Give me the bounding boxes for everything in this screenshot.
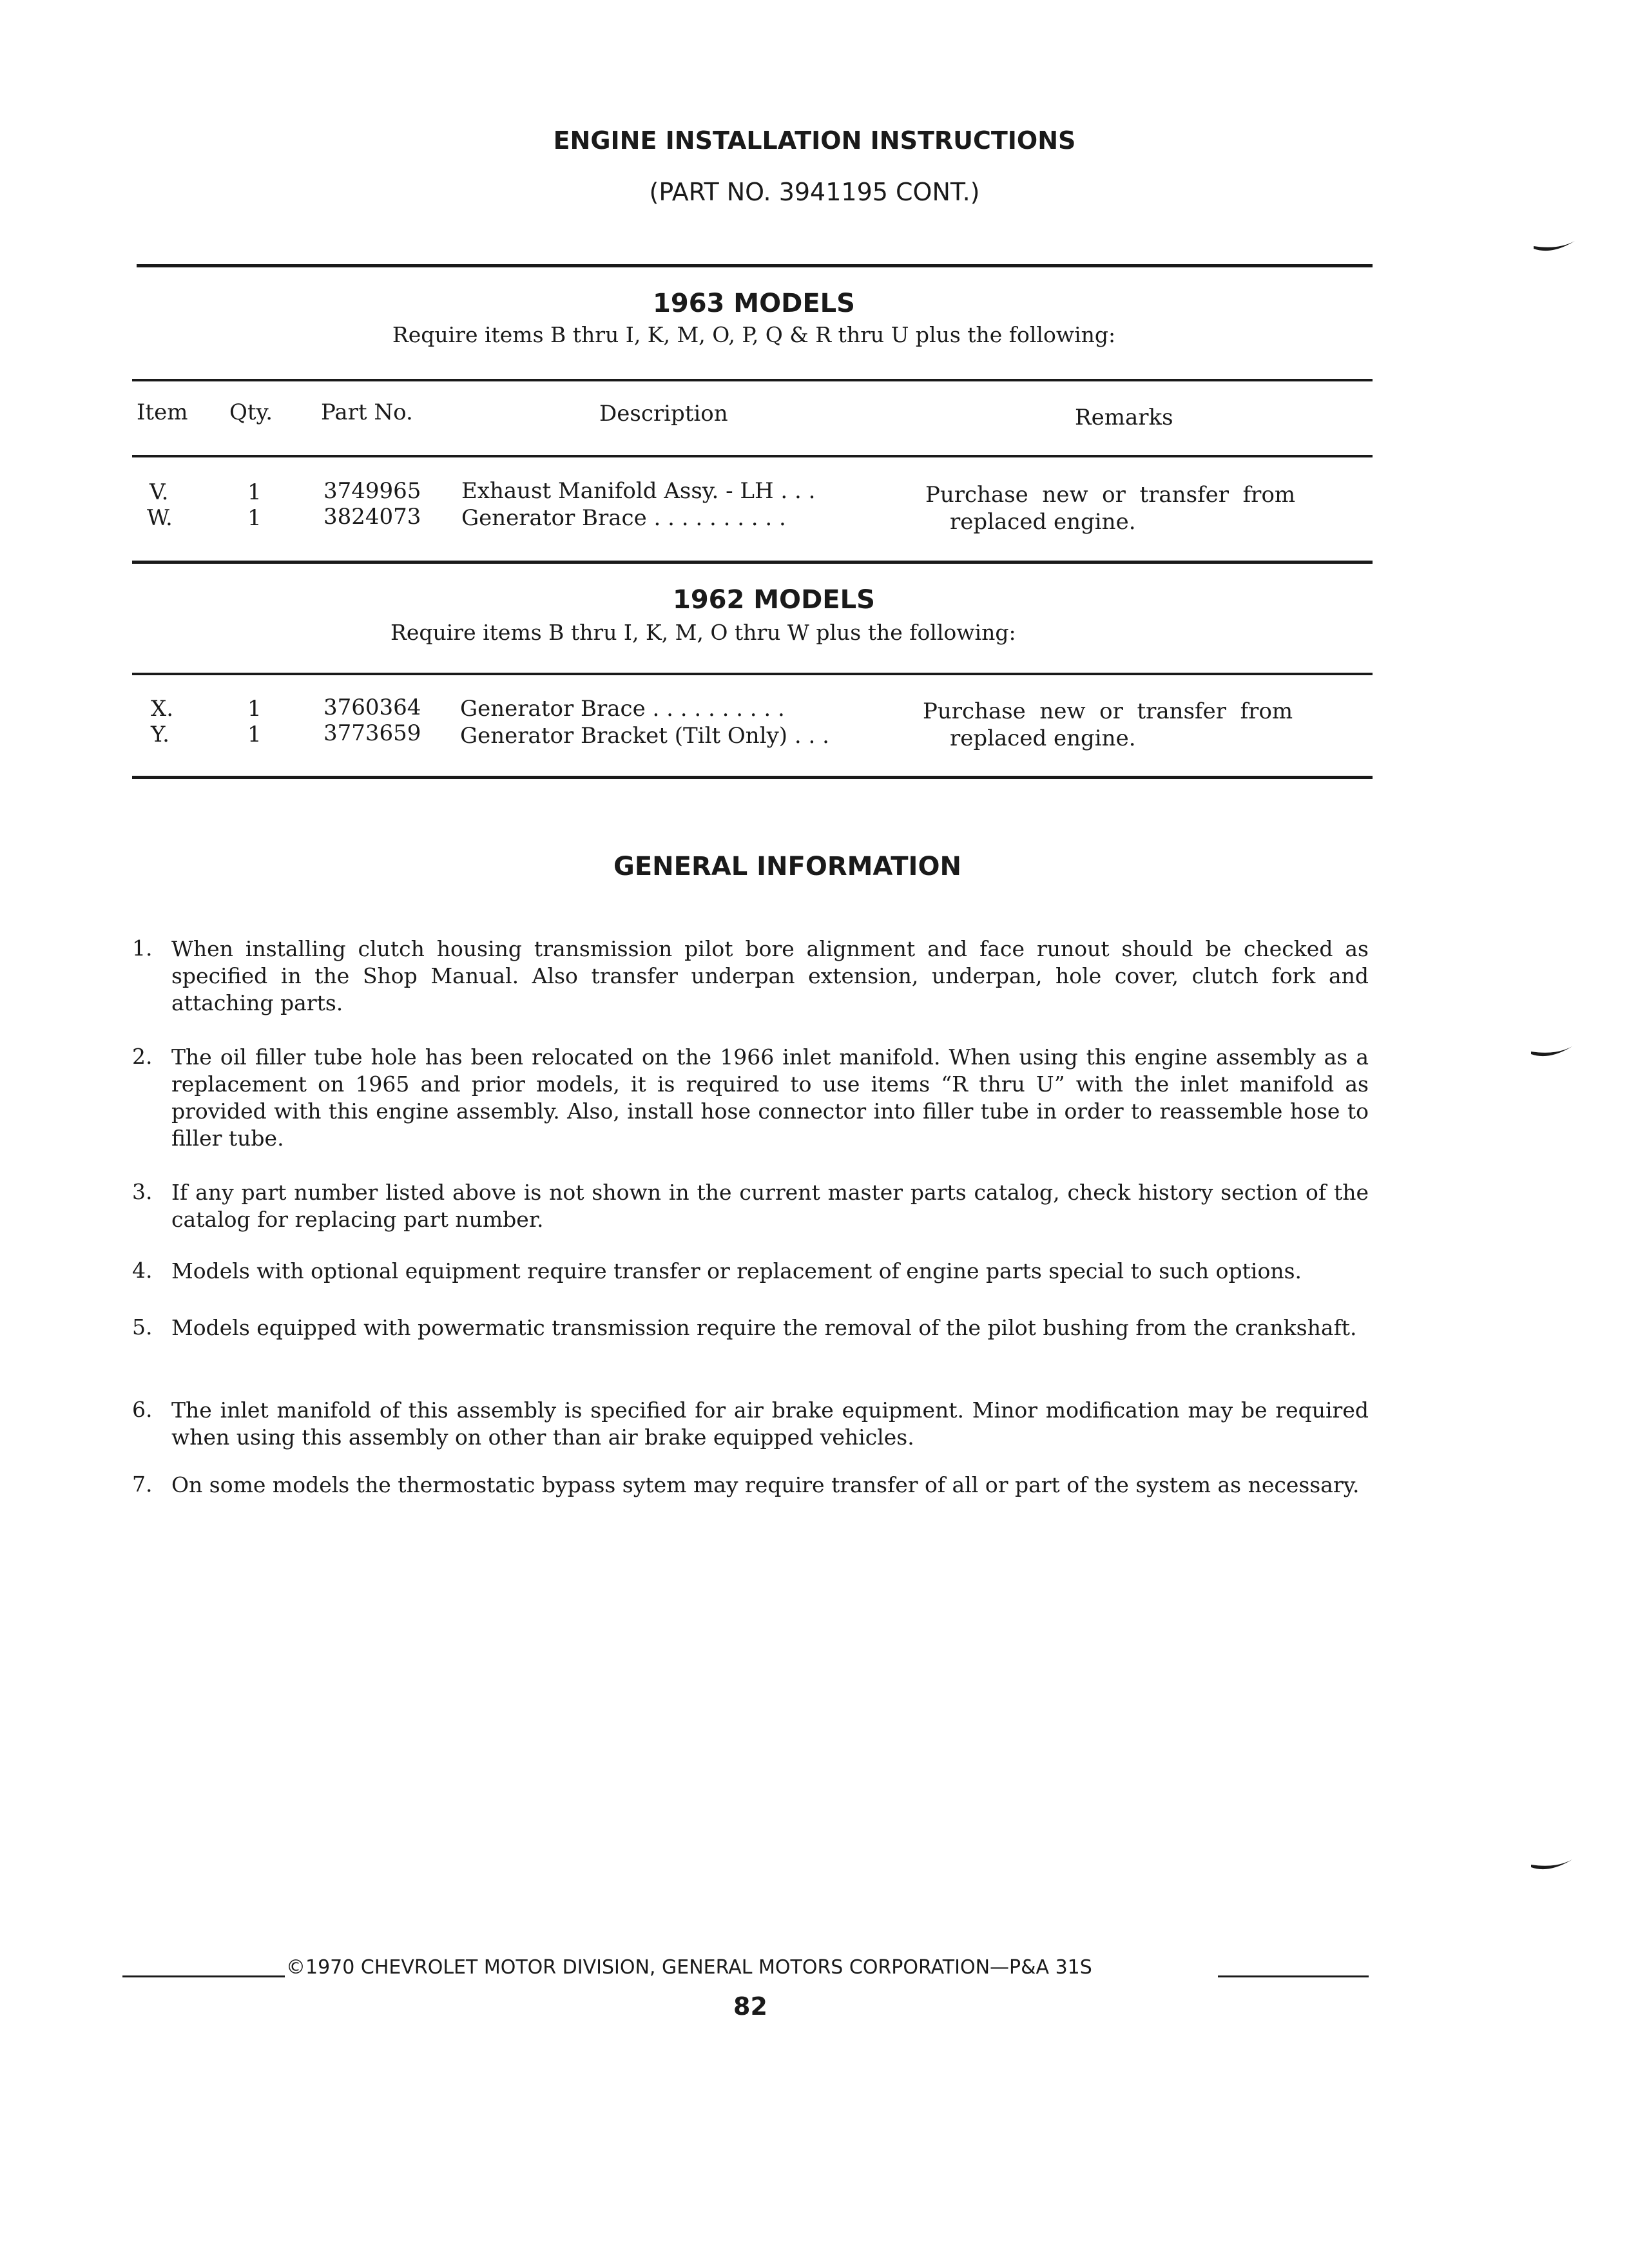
section-1962-requirement: Require items B thru I, K, M, O thru W plus the following: [390,620,1016,645]
column-header-item: Item [137,399,188,425]
document-subtitle: (PART NO. 3941195 CONT.) [649,178,980,206]
table-row-description: Generator Brace . . . . . . . . . . [460,696,785,722]
table-row-remarks: Purchase new or transfer from [923,698,1293,724]
list-item-number: 3. [132,1179,153,1204]
general-information-title: GENERAL INFORMATION [613,852,961,881]
list-item: Models equipped with powermatic transmission require the removal of the pilot bushing from the crankshaft. [171,1315,1357,1340]
table-row-item: X. [151,696,174,722]
column-header-description: Description [599,401,728,427]
section-1963-title: 1963 MODELS [653,289,855,318]
table-row-remarks: replaced engine. [950,509,1136,535]
binder-mark-icon [1532,237,1577,256]
divider-1963-bottom [132,561,1373,564]
binder-mark-icon [1530,1856,1575,1875]
list-item-number: 5. [132,1314,153,1340]
table-row-part-no: 3773659 [323,720,421,746]
table-row-qty: 1 [247,722,262,747]
table-row-qty: 1 [247,696,262,722]
column-header-qty: Qty. [229,399,273,425]
divider-table-header-top [132,379,1373,381]
list-item-number: 2. [132,1044,153,1069]
list-item: If any part number listed above is not shown in the current master parts catalog, check history section of the catalog for replacing part number. [171,1180,1369,1232]
page-number: 82 [733,1992,767,2021]
binder-mark-icon [1530,1043,1575,1062]
column-header-part-no: Part No. [321,399,413,425]
table-row-description: Generator Brace . . . . . . . . . . [461,505,786,531]
list-item: When installing clutch housing transmission pilot bore alignment and face runout should be checked as specified in the Shop Manual. Also transfer underpan extension, underpan, hole cover, clutch fork and attaching parts. [171,936,1369,1015]
footer-rule-right [1218,1975,1369,1977]
footer-rule-left [122,1975,285,1977]
table-row-description: Exhaust Manifold Assy. - LH . . . [461,478,816,504]
divider-1962-bottom [132,776,1373,779]
list-item-number: 6. [132,1397,153,1422]
table-row-item: V. [149,479,169,505]
footer-copyright: ©1970 CHEVROLET MOTOR DIVISION, GENERAL MOTORS CORPORATION—P&A 31S [286,1956,1092,1979]
table-row-part-no: 3824073 [323,504,421,530]
list-item-number: 4. [132,1258,153,1283]
list-item: Models with optional equipment require transfer or replacement of engine parts special to such options. [171,1258,1302,1283]
column-header-remarks: Remarks [1075,405,1173,430]
table-row-remarks: Purchase new or transfer from [925,482,1296,508]
list-item-number: 7. [132,1472,153,1497]
table-row-part-no: 3749965 [323,478,421,504]
table-row-item: W. [147,505,173,531]
section-1962-title: 1962 MODELS [673,585,875,615]
divider-top [137,264,1373,267]
table-row-description: Generator Bracket (Tilt Only) . . . [460,723,829,749]
list-item: On some models the thermostatic bypass sytem may require transfer of all or part of the system as necessary. [171,1472,1360,1497]
divider-table-header-bottom [132,455,1373,457]
table-row-part-no: 3760364 [323,695,421,720]
list-item-number: 1. [132,936,153,961]
table-row-qty: 1 [247,505,262,531]
document-title: ENGINE INSTALLATION INSTRUCTIONS [553,126,1076,155]
section-1963-requirement: Require items B thru I, K, M, O, P, Q & R thru U plus the following: [392,322,1116,347]
divider-1962-table-top [132,673,1373,675]
list-item: The inlet manifold of this assembly is specified for air brake equipment. Minor modification may be required when using this assembly on other than air brake equipped vehicles. [171,1398,1369,1450]
table-row-qty: 1 [247,479,262,505]
table-row-item: Y. [151,722,169,747]
list-item: The oil filler tube hole has been relocated on the 1966 inlet manifold. When using this engine assembly as a replacement on 1965 and prior models, it is required to use items “R thru U” with the inlet manifold as provided with this engine assembly. Also, install hose connector into filler tube in order to reassemble hose to filler tube. [171,1044,1369,1151]
table-row-remarks: replaced engine. [950,726,1136,751]
